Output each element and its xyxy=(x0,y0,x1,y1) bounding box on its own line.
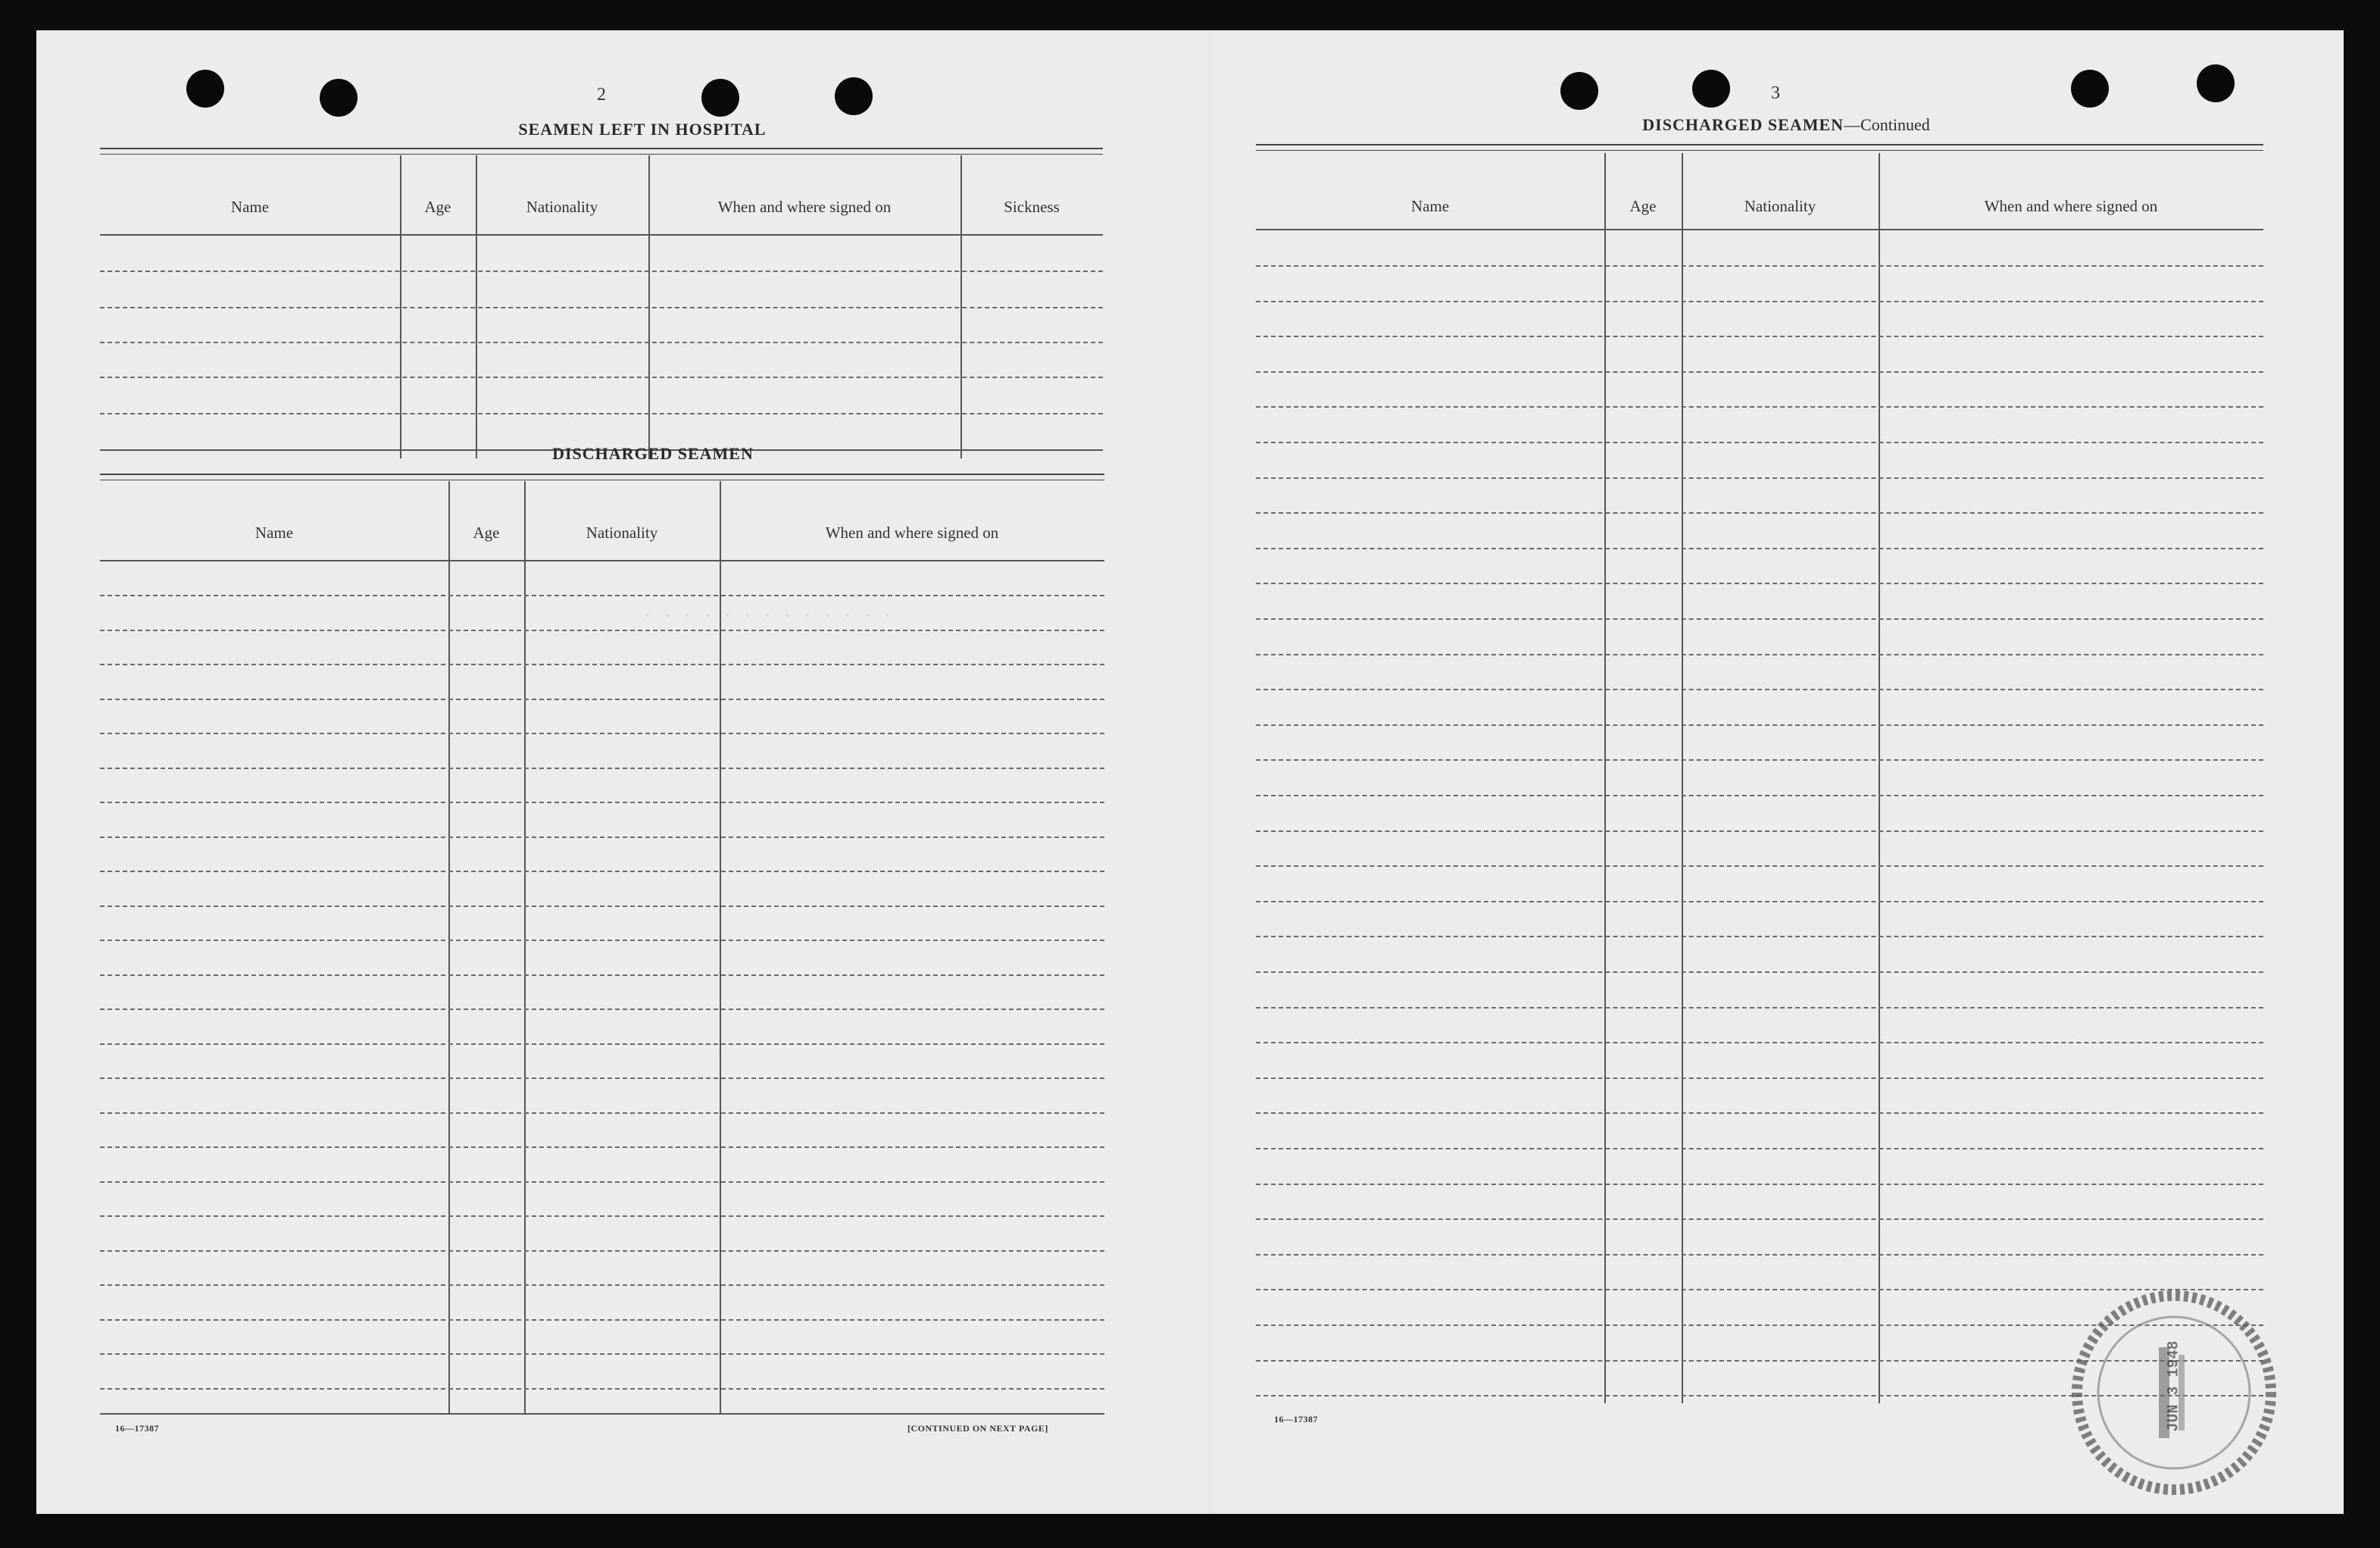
entry-line xyxy=(1256,406,2263,408)
entry-line xyxy=(100,1388,1104,1390)
entry-line xyxy=(1256,265,2263,267)
entry-line xyxy=(100,1353,1104,1355)
column-divider xyxy=(1604,153,1606,1403)
entry-line xyxy=(1256,1254,2263,1256)
column-divider xyxy=(448,481,450,1415)
form-number-right: 16—17387 xyxy=(1274,1414,1318,1424)
entry-line xyxy=(100,1077,1104,1079)
column-header-name: Name xyxy=(255,524,294,542)
stamp-year: 1948 xyxy=(2165,1340,2183,1378)
entry-line xyxy=(100,871,1104,872)
discharged-continued-title-main: DISCHARGED SEAMEN xyxy=(1642,115,1844,134)
entry-line xyxy=(1256,795,2263,796)
column-header-age: Age xyxy=(473,524,500,542)
column-divider xyxy=(720,481,721,1415)
hospital-section-title: SEAMEN LEFT IN HOSPITAL xyxy=(518,120,767,139)
entry-line xyxy=(1256,759,2263,761)
column-header-age: Age xyxy=(424,198,451,216)
header-underline xyxy=(1256,229,2263,230)
column-header-signed-on: When and where signed on xyxy=(717,198,892,216)
entry-line xyxy=(1256,830,2263,832)
bleed-through-text: · · · · · · · · · · · · · xyxy=(642,606,893,625)
entry-line xyxy=(1256,901,2263,902)
entry-line xyxy=(1256,936,2263,937)
header-underline xyxy=(100,234,1103,236)
entry-line xyxy=(100,1146,1104,1148)
entry-line xyxy=(1256,512,2263,514)
entry-line xyxy=(1256,336,2263,337)
punch-hole xyxy=(1560,72,1598,110)
entry-line xyxy=(100,1043,1104,1045)
entry-line xyxy=(100,377,1103,378)
entry-line xyxy=(1256,371,2263,373)
entry-line xyxy=(100,974,1104,976)
entry-line xyxy=(100,699,1104,700)
continued-note: [CONTINUED ON NEXT PAGE] xyxy=(907,1423,1048,1434)
discharged-table-right xyxy=(1256,144,2263,1406)
entry-line xyxy=(1256,1042,2263,1043)
entry-line xyxy=(1256,654,2263,655)
entry-line xyxy=(100,733,1104,734)
entry-line xyxy=(100,1215,1104,1217)
column-header-age: Age xyxy=(1629,197,1657,215)
table-top-rule xyxy=(100,474,1104,480)
entry-line xyxy=(100,342,1103,343)
entry-line xyxy=(1256,1112,2263,1114)
stamp-day: 3 xyxy=(2165,1386,2183,1396)
entry-line xyxy=(100,1284,1104,1286)
entry-line xyxy=(1256,301,2263,302)
column-header-name: Name xyxy=(1410,197,1450,215)
column-divider xyxy=(1879,153,1880,1403)
entry-line xyxy=(1256,1148,2263,1149)
column-header-signed-on: When and where signed on xyxy=(1984,197,2158,215)
entry-line xyxy=(100,630,1104,631)
punch-hole xyxy=(1692,70,1730,108)
entry-line xyxy=(100,1112,1104,1114)
hospital-table xyxy=(100,148,1103,455)
entry-line xyxy=(100,1009,1104,1010)
entry-line xyxy=(1256,724,2263,726)
entry-line xyxy=(100,1181,1104,1183)
entry-line xyxy=(1256,1184,2263,1185)
column-header-nationality: Nationality xyxy=(1744,197,1816,215)
column-header-sickness: Sickness xyxy=(1004,198,1060,216)
entry-line xyxy=(1256,477,2263,479)
entry-line xyxy=(1256,1007,2263,1009)
entry-line xyxy=(1256,583,2263,584)
discharged-continued-suffix: —Continued xyxy=(1844,115,1930,134)
discharged-continued-title xyxy=(1559,115,2013,135)
entry-line xyxy=(1256,442,2263,443)
entry-line xyxy=(100,905,1104,907)
entry-line xyxy=(1256,618,2263,620)
entry-line xyxy=(100,413,1103,414)
form-number-left: 16—17387 xyxy=(115,1423,159,1434)
table-top-rule xyxy=(100,148,1103,155)
page-number-left: 2 xyxy=(597,85,606,105)
punch-hole xyxy=(2197,64,2235,102)
stamp-month: JUN xyxy=(2165,1404,2183,1432)
punch-hole xyxy=(320,79,358,117)
discharged-table-left xyxy=(100,474,1104,1417)
entry-line xyxy=(100,1250,1104,1252)
punch-hole xyxy=(2071,70,2109,108)
entry-line xyxy=(100,1319,1104,1321)
punch-hole xyxy=(701,79,739,117)
column-header-signed-on: When and where signed on xyxy=(825,524,999,542)
entry-line xyxy=(1256,1077,2263,1079)
column-header-name: Name xyxy=(230,198,270,216)
column-divider xyxy=(1682,153,1683,1403)
column-header-nationality: Nationality xyxy=(526,198,598,216)
table-top-rule xyxy=(1256,144,2263,151)
entry-line xyxy=(1256,1218,2263,1220)
page-fold xyxy=(1209,30,1212,1514)
punch-hole xyxy=(835,77,873,115)
header-underline xyxy=(100,560,1104,561)
entry-line xyxy=(1256,865,2263,867)
entry-line xyxy=(100,802,1104,803)
entry-line xyxy=(100,768,1104,769)
entry-line xyxy=(1256,548,2263,549)
table-bottom-rule xyxy=(100,1413,1104,1415)
entry-line xyxy=(100,595,1104,596)
entry-line xyxy=(100,271,1103,272)
document-sheet xyxy=(36,30,2344,1514)
stamp-date xyxy=(2166,1334,2183,1440)
entry-line xyxy=(1256,689,2263,690)
entry-line xyxy=(1256,971,2263,973)
page-number-right: 3 xyxy=(1771,83,1780,103)
column-header-nationality: Nationality xyxy=(586,524,658,542)
entry-line xyxy=(100,837,1104,838)
column-divider xyxy=(524,481,526,1415)
entry-line xyxy=(100,664,1104,665)
entry-line xyxy=(100,307,1103,308)
discharged-section-title: DISCHARGED SEAMEN xyxy=(552,444,754,463)
punch-hole xyxy=(186,70,224,108)
postmark-stamp xyxy=(2068,1287,2280,1499)
entry-line xyxy=(100,940,1104,941)
